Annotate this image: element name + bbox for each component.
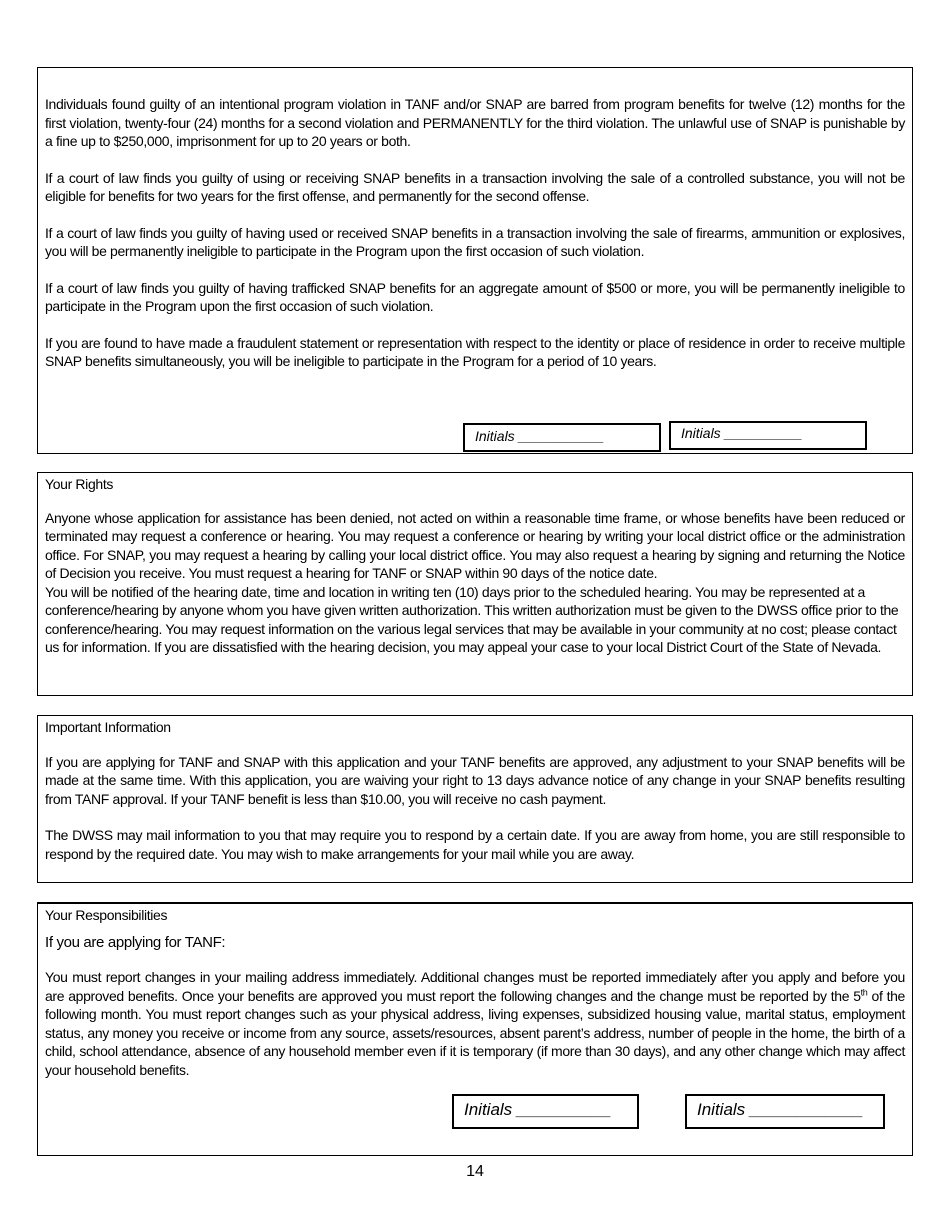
text: of the following month. You must report changes such as your physical address, living expenses, subsidized housing value, marital status, employment status, any money you receive or income from any source, assets/resources, absent parent’s address, number of people in the home, the birth of a child, school attendance, absence of any household member even if it is temporary (if more than 30 days), and any other change which may affect your household benefits.	[45, 987, 905, 1078]
paragraph: The DWSS may mail information to you that may require you to respond by a certain date. If you are away from home, you are still responsible to respond by the required date. You may wish to make arrangements for your mail while you are away.	[45, 827, 905, 862]
section-title: Your Rights	[45, 476, 114, 492]
your-rights-section	[37, 472, 913, 696]
paragraph: Anyone whose application for assistance has been denied, not acted on within a reasonable time frame, or whose benefits have been reduced or terminated may request a conference or hearing. You may request a conference or hearing by writing your local district office or the administration office. For SNAP, you may request a hearing by calling your local district office. You may also request a hearing by signing and returning the Notice of Decision you receive. You must request a hearing for TANF or SNAP within 90 days of the notice date.	[45, 509, 905, 581]
paragraph: If a court of law finds you guilty of using or receiving SNAP benefits in a transaction involving the sale of a controlled substance, you will not be eligible for benefits for two years for the first offense, and permanently for the second offense.	[45, 169, 905, 204]
paragraph	[45, 968, 905, 1079]
penalties-section	[37, 67, 913, 454]
paragraph: If a court of law finds you guilty of having trafficked SNAP benefits for an aggregate amount of $500 or more, you will be permanently ineligible to participate in the Program upon the first occasion of such violation.	[45, 279, 905, 314]
page-number: 14	[466, 1163, 484, 1180]
paragraph: If you are applying for TANF and SNAP with this application and your TANF benefits are approved, any adjustment to your SNAP benefits will be made at the same time. With this application, you are waiving your right to 13 days advance notice of any change in your SNAP benefits resulting from TANF approval. If your TANF benefit is less than $10.00, you will receive no cash payment.	[45, 753, 905, 807]
initials-field-1[interactable]: Initials ___________	[463, 423, 661, 452]
text: You must report changes in your mailing address immediately. Additional changes must be reported immediately after you apply and before you are approved benefits. Once your benefits are approved you must report the following changes and the change must be reported by the	[45, 969, 905, 1004]
important-information-section	[37, 715, 913, 883]
paragraph: If you are found to have made a fraudulent statement or representation with respect to the identity or place of residence in order to receive multiple SNAP benefits simultaneously, you will be ineligible to participate in the Program for a period of 10 years.	[45, 334, 905, 369]
initials-field-3[interactable]: Initials __________	[452, 1094, 639, 1129]
paragraph: If a court of law finds you guilty of having used or received SNAP benefits in a transaction involving the sale of firearms, ammunition or explosives, you will be permanently ineligible to participate in the Program upon the first occasion of such violation.	[45, 224, 905, 259]
section-title: Your Responsibilities	[45, 907, 168, 923]
text: 5	[853, 987, 861, 1004]
paragraph: Individuals found guilty of an intentional program violation in TANF and/or SNAP are barred from program benefits for twelve (12) months for the first violation, twenty-four (24) months for a second violation and PERMANENTLY for the third violation. The unlawful use of SNAP is punishable by a fine up to $250,000, imprisonment for up to 20 years or both.	[45, 96, 905, 149]
paragraph: You will be notified of the hearing date, time and location in writing ten (10) days prior to the scheduled hearing. You may be represented at a conference/hearing by anyone whom you have given written authorization. This written authorization must be given to the DWSS office prior to the conference/hearing. You may request information on the various legal services that may be available in your community at no cost; please contact us for information. If you are dissatisfied with the hearing decision, you may appeal your case to your local District Court of the State of Nevada.	[45, 583, 899, 655]
initials-field-2[interactable]: Initials __________	[669, 421, 867, 450]
section-title: Important Information	[45, 719, 171, 735]
initials-field-4[interactable]: Initials ____________	[685, 1094, 885, 1129]
subheading: If you are applying for TANF:	[45, 933, 226, 951]
superscript: th	[860, 986, 868, 997]
